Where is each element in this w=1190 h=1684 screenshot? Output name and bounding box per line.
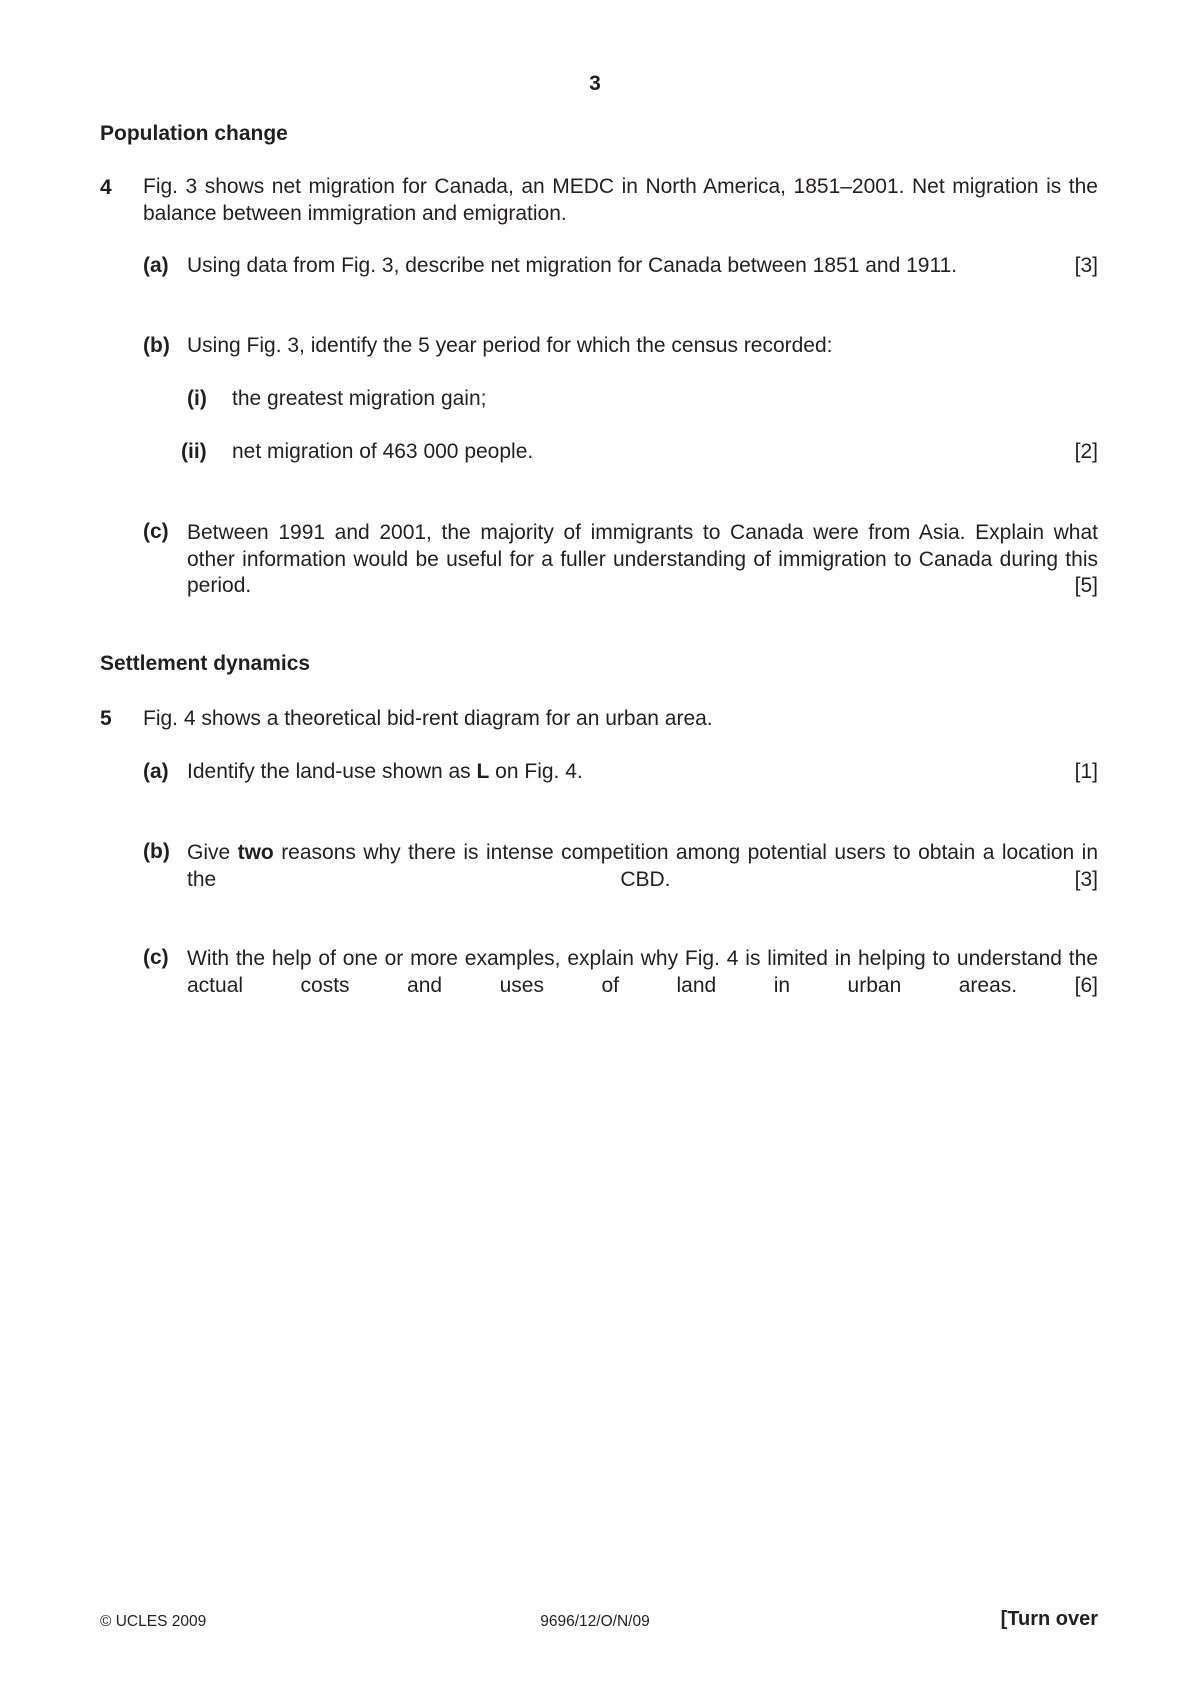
footer-paper-code: 9696/12/O/N/09 [540,1613,650,1630]
question-4b-i-label: (i) [187,387,207,410]
section-heading-population-change: Population change [100,122,288,145]
question-4c-text: Between 1991 and 2001, the majority of immigrants to Canada were from Asia. Explain what other information would be useful for a fuller understanding of immigration to Canada during this period. [5] [187,521,1098,597]
question-5b-text: Give two reasons why there is intense competition among potential users to obtain a location in the CBD. [3] [187,841,1099,891]
question-5c-mark: [6] [1074,973,1098,997]
section-heading-settlement-dynamics: Settlement dynamics [100,652,311,675]
question-5a-mark: [1] [1074,760,1098,783]
question-4c-label: (c) [143,520,169,543]
question-5b-label: (b) [143,840,170,863]
question-4b-label: (b) [143,334,170,357]
question-5c-text: With the help of one or more examples, explain why Fig. 4 is limited in helping to understand the actual costs and uses of land in urban areas. [6] [187,947,1098,997]
page-number: 3 [589,72,601,95]
question-4-intro: Fig. 3 shows net migration for Canada, an MEDC in North America, 1851–2001. Net migration is the balance between immigration and emigration. [143,175,1098,225]
question-5a-text: Identify the land-use shown as L on Fig. 4. [187,760,583,783]
question-5a-label: (a) [143,760,169,783]
question-5b-bold: two [237,841,274,864]
question-4b-text: Using Fig. 3, identify the 5 year period for which the census recorded: [187,334,833,357]
question-number-4: 4 [100,176,112,199]
question-4b-i-text: the greatest migration gain; [232,387,487,410]
question-4b-ii-text: net migration of 463 000 people. [232,440,534,463]
question-4a-label: (a) [143,254,169,277]
question-5-intro: Fig. 4 shows a theoretical bid-rent diagram for an urban area. [143,707,713,730]
question-5b-mark: [3] [1074,867,1098,891]
question-4b-ii-label: (ii) [181,440,207,463]
question-4b-mark: [2] [1074,440,1098,463]
question-number-5: 5 [100,707,112,730]
question-5c-label: (c) [143,946,169,969]
question-4a-mark: [3] [1074,254,1098,277]
question-5a-bold: L [476,760,490,783]
footer-copyright: © UCLES 2009 [100,1613,207,1630]
footer-turn-over: [Turn over [1000,1608,1098,1630]
question-4a-text: Using data from Fig. 3, describe net migration for Canada between 1851 and 1911. [187,254,958,277]
question-4c-mark: [5] [1074,574,1098,597]
